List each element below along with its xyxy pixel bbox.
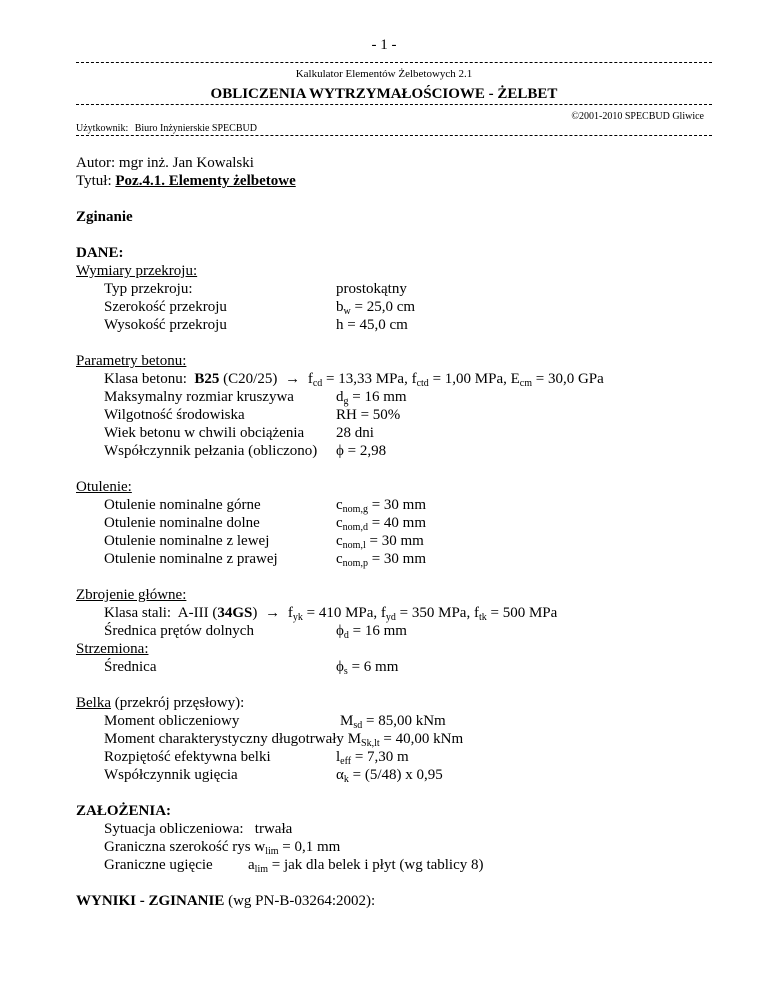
sytuacja-line: Sytuacja obliczeniowa: trwała <box>104 821 293 837</box>
graniczne-ugiecie-value: $a_{lim}$ = jak dla belek i płyt (wg tablicy 8) <box>248 857 484 875</box>
otulenie-value: $c_{nom,g} = 30$ mm <box>336 497 426 515</box>
author-line <box>76 154 254 172</box>
krusz-value: $d_g = 16$ mm <box>336 389 407 407</box>
ugiecie-value: $\alpha_k = (5/48)$ x 0,95 <box>336 767 443 785</box>
wiek-value: 28 dni <box>336 425 374 441</box>
title-value: Poz.4.1. Elementy żelbetowe <box>115 173 296 189</box>
moment-value: $M_{sd} = 85,00$ kNm <box>340 713 446 731</box>
pelz-label: Współczynnik pełzania (obliczono) <box>104 443 318 459</box>
beton-heading: Parametry betonu: <box>76 353 187 369</box>
user-value: Biuro Inżynierskie SPECBUD <box>134 123 257 134</box>
copyright: ©2001-2010 SPECBUD Gliwice <box>571 111 704 122</box>
otulenie-value: $c_{nom,l} = 30$ mm <box>336 533 424 551</box>
divider <box>76 135 712 136</box>
title-label: Tytuł: <box>76 173 112 189</box>
belka-heading: Belka (przekrój przęsłowy): <box>76 695 245 711</box>
wys-label: Wysokość przekroju <box>104 317 227 333</box>
document-heading: OBLICZENIA WYTRZYMAŁOŚCIOWE - ŻELBET <box>210 86 558 102</box>
wys-value: h = 45,0 cm <box>336 317 408 333</box>
pelz-value: ϕ = 2,98 <box>336 443 387 459</box>
dane-heading: DANE: <box>76 245 124 261</box>
arrow-icon: → <box>265 605 281 621</box>
otulenie-value: $c_{nom,p} = 30$ mm <box>336 551 426 569</box>
wiek-label: Wiek betonu w chwili obciążenia <box>104 425 305 441</box>
wyniki-heading: WYNIKI - ZGINANIE (wg PN-B-03264:2002): <box>76 893 376 909</box>
zalozenia-heading: ZAŁOŻENIA: <box>76 803 172 819</box>
user-line <box>76 123 257 134</box>
rozp-value: $l_{eff} = 7,30$ m <box>336 749 409 767</box>
user-label: Użytkownik: <box>76 123 129 134</box>
divider <box>76 104 712 105</box>
sred-value: $\phi_d = 16$ mm <box>336 623 407 641</box>
program-name: Kalkulator Elementów Żelbetowych 2.1 <box>295 68 473 80</box>
moment-label: Moment obliczeniowy <box>104 713 240 729</box>
otulenie-label: Otulenie nominalne dolne <box>104 515 260 531</box>
typ-label: Typ przekroju: <box>104 281 193 297</box>
title-line <box>76 172 296 190</box>
typ-value: prostokątny <box>336 281 407 297</box>
sred-label: Średnica prętów dolnych <box>104 623 254 639</box>
zbrojenie-heading: Zbrojenie główne: <box>76 587 187 603</box>
szer-value: $b_w = 25,0$ cm <box>336 299 416 317</box>
arrow-icon: → <box>285 371 301 387</box>
strzem-label: Średnica <box>104 659 157 675</box>
author-value: mgr inż. Jan Kowalski <box>118 155 254 171</box>
rozp-label: Rozpiętość efektywna belki <box>104 749 271 765</box>
graniczne-ugiecie-label: Graniczne ugięcie <box>104 857 213 873</box>
strzemiona-heading: Strzemiona: <box>76 641 149 657</box>
otulenie-value: $c_{nom,d} = 40$ mm <box>336 515 426 533</box>
mdl-line: Moment charakterystyczny długotrwały $M_{Sk,lt} = 40,00$ kNm <box>104 731 464 749</box>
ugiecie-label: Współczynnik ugięcia <box>104 767 238 783</box>
page-number: - 1 - <box>371 37 397 53</box>
klasa-betonu-line: Klasa betonu: B25 $(C20/25) \to f_{cd} = 13,33$ MPa, $f_{ctd} = 1,00$ MPa, $E_{cm} = 30,0$ GPa <box>104 371 604 389</box>
otulenie-label: Otulenie nominalne z lewej <box>104 533 270 549</box>
otulenie-heading: Otulenie: <box>76 479 132 495</box>
section-title: Zginanie <box>76 209 133 225</box>
wilg-label: Wilgotność środowiska <box>104 407 245 423</box>
wilg-value: RH = 50% <box>336 407 401 423</box>
przekroj-heading: Wymiary przekroju: <box>76 263 198 279</box>
szer-label: Szerokość przekroju <box>104 299 227 315</box>
otulenie-label: Otulenie nominalne z prawej <box>104 551 278 567</box>
strzem-value: $\phi_s = 6$ mm <box>336 659 399 677</box>
klasa-stali-line: Klasa stali: A-III $(34GS) \to f_{yk} = 410$ MPa, $f_{yd} = 350$ MPa, $f_{tk} = 500$ MPa <box>104 605 558 623</box>
author-label: Autor: <box>76 155 116 171</box>
divider <box>76 62 712 63</box>
krusz-label: Maksymalny rozmiar kruszywa <box>104 389 294 405</box>
otulenie-label: Otulenie nominalne górne <box>104 497 261 513</box>
rysy-line: Graniczna szerokość rys $w_{lim} = 0,1$ mm <box>104 839 341 857</box>
